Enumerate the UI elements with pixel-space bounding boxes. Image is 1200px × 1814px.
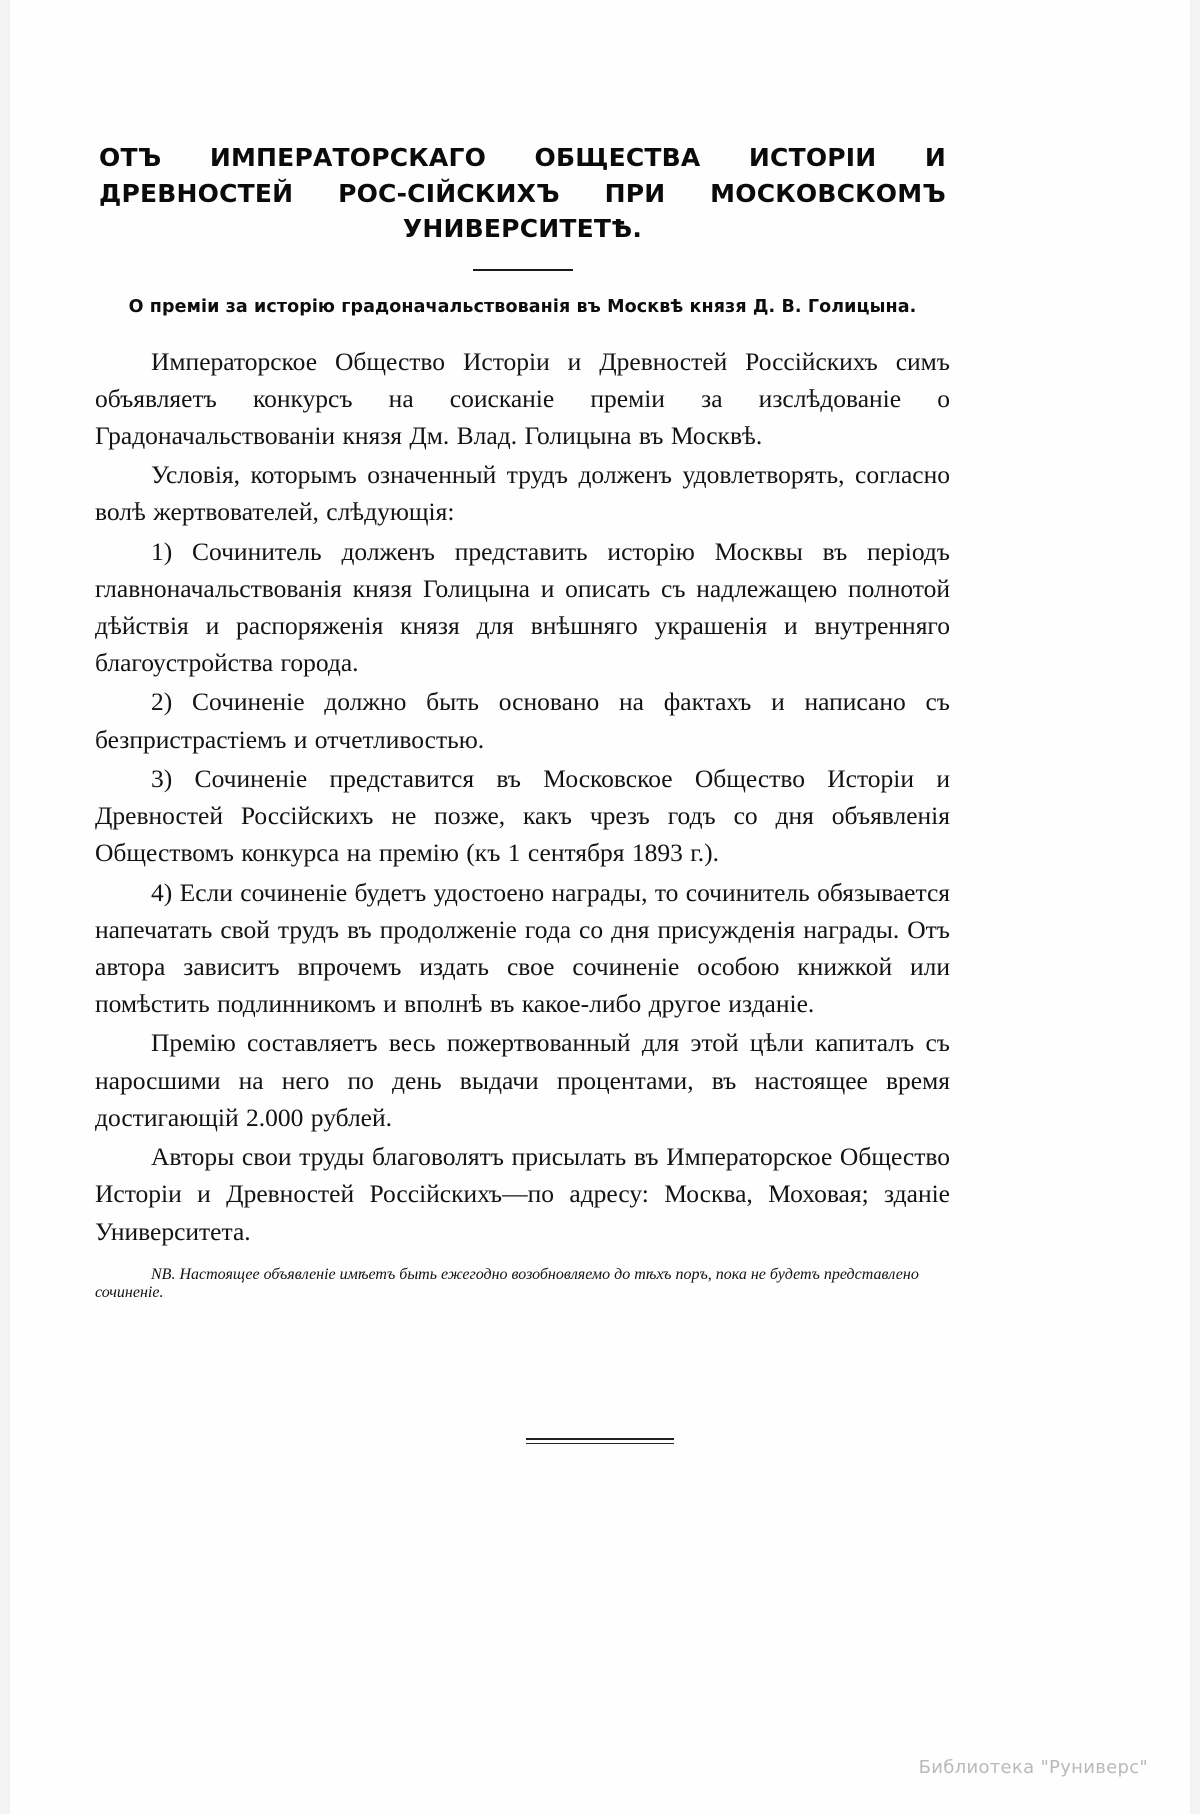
page-right-margin-shadow: [1190, 0, 1200, 1814]
document-subtitle: О преміи за исторію градоначальствованія въ Москвѣ князя Д. В. Голицына.: [128, 296, 917, 317]
paragraph-4: 2) Сочиненіе должно быть основано на фактахъ и написано съ безпристрастіемъ и отчетливостью.: [95, 687, 950, 754]
library-watermark: Библиотека "Руниверс": [918, 1757, 1148, 1778]
paragraph-5: 3) Сочиненіе представится въ Московское Общество Исторіи и Древностей Россійскихъ не позже, какъ чрезъ годъ со дня объявленія Обществомъ конкурса на премію (къ 1 сентября 1893 г.).: [95, 763, 950, 868]
nb-note-block: [95, 1266, 950, 1302]
nb-note: NB. Настоящее объявленіе имѣетъ быть ежегодно возобновляемо до тѣхъ поръ, пока не будетъ представлено сочиненіе.: [95, 1265, 919, 1301]
title-divider: [473, 269, 573, 271]
paragraph-6: 4) Если сочиненіе будетъ удостоено награды, то сочинитель обязывается напечатать свой трудъ въ продолженіе года со дня присужденія награды. Отъ автора зависитъ впрочемъ издать свое сочиненіе особою книжкой или помѣстить подлинникомъ и вполнѣ въ какое-либо другое изданіе.: [95, 877, 950, 1019]
document-body: [95, 343, 950, 1250]
paragraph-8: Авторы свои труды благоволятъ присылать въ Императорское Общество Исторіи и Древностей Россійскихъ—по адресу: Москва, Моховая; зданіе Университета.: [95, 1142, 950, 1246]
footer-divider: [526, 1438, 674, 1444]
paragraph-1: Императорское Общество Исторіи и Древностей Россійскихъ симъ объявляетъ конкурсъ на соисканіе преміи за изслѣдованіе о Градоначальствованіи князя Дм. Влад. Голицына въ Москвѣ.: [95, 346, 950, 450]
document-content: [95, 140, 950, 1318]
page-left-margin-shadow: [0, 0, 10, 1814]
paragraph-3: 1) Сочинитель долженъ представить исторію Москвы въ періодъ главноначальствованія князя Голицына и описать съ надлежащею полнотой дѣйствія и распоряженія князя для внѣшняго украшенія и внутренняго благоустройства города.: [95, 536, 950, 678]
paragraph-2: Условія, которымъ означенный трудъ долженъ удовлетворять, согласно волѣ жертвователей, слѣдующія:: [95, 460, 950, 527]
paragraph-7: Премію составляетъ весь пожертвованный для этой цѣли капиталъ съ наросшими на него по день выдачи процентами, въ настоящее время достигающій 2.000 рублей.: [95, 1028, 950, 1132]
page-title: ОТЪ ИМПЕРАТОРСКАГО ОБЩЕСТВА ИСТОРІИ И ДРЕВНОСТЕЙ РОС-СІЙСКИХЪ ПРИ МОСКОВСКОМЪ УНИВЕРСИТЕТѢ.: [99, 143, 946, 243]
